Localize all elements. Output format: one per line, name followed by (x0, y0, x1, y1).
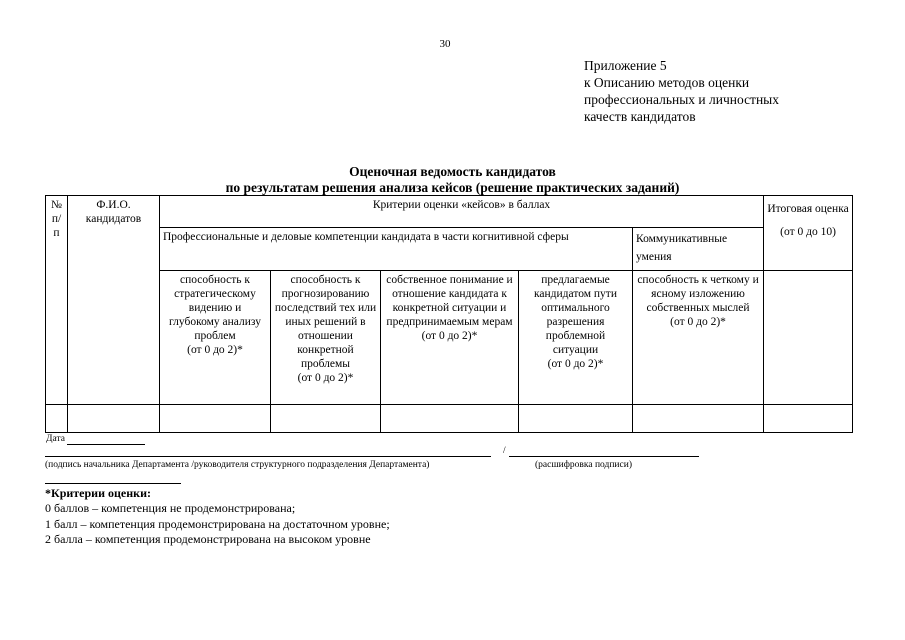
header-criteria: Критерии оценки «кейсов» в баллах (160, 196, 764, 228)
header-fio: Ф.И.О. кандидатов (68, 196, 160, 405)
appendix-block (584, 57, 779, 125)
date-label: Дата (46, 434, 65, 444)
criterion-text: способность к прогнозированию последствий тех или иных решений в отношении конкретной проблемы (274, 274, 377, 370)
criteria-item: 0 баллов – компетенция не продемонстрирована; (45, 501, 296, 516)
criterion-text: собственное понимание и отношение кандидата к конкретной ситуации и предпринимаемым мерам (386, 274, 513, 328)
signature-decode-line[interactable] (509, 456, 699, 457)
entry-cell[interactable] (160, 405, 271, 433)
criterion-cell (160, 271, 271, 405)
entry-cell[interactable] (519, 405, 633, 433)
criterion-text: предлагаемые кандидатом пути оптимального разрешения проблемной ситуации (534, 274, 617, 356)
criterion-cell (519, 271, 633, 405)
signature-separator: / (503, 446, 506, 456)
entry-cell[interactable] (271, 405, 381, 433)
appendix-line-2: к Описанию методов оценки (584, 75, 750, 90)
page-number: 30 (439, 38, 451, 50)
criterion-range: (от 0 до 2)* (670, 316, 726, 328)
signature-line[interactable] (45, 456, 491, 457)
title-line-2: по результатам решения анализа кейсов (решение практических заданий) (225, 180, 680, 195)
header-total (764, 196, 853, 271)
header-group-professional: Профессиональные и деловые компетенции кандидата в части когнитивной сферы (160, 228, 633, 271)
evaluation-table (45, 195, 853, 433)
signer-caption: (подпись начальника Департамента /руководителя структурного подразделения Департамента) (45, 460, 430, 470)
decode-caption: (расшифровка подписи) (535, 460, 632, 470)
entry-cell[interactable] (46, 405, 68, 433)
criterion-cell (271, 271, 381, 405)
criterion-range: (от 0 до 2)* (547, 358, 604, 370)
criteria-heading: *Критерии оценки: (45, 486, 151, 500)
footnote-divider (45, 483, 181, 484)
criterion-cell (633, 271, 764, 405)
date-line[interactable] (67, 444, 145, 445)
header-number: № п/ п (46, 196, 68, 405)
criterion-range: (от 0 до 2)* (187, 344, 243, 356)
entry-cell[interactable] (633, 405, 764, 433)
total-score-cell (764, 271, 853, 405)
header-total-label: Итоговая оценка (767, 203, 849, 215)
criteria-item: 1 балл – компетенция продемонстрирована на достаточном уровне; (45, 516, 390, 531)
entry-cell[interactable] (381, 405, 519, 433)
entry-cell[interactable] (68, 405, 160, 433)
appendix-line-4: качеств кандидатов (584, 109, 696, 124)
appendix-line-1: Приложение 5 (584, 58, 667, 73)
criterion-range: (от 0 до 2)* (297, 372, 354, 384)
criterion-cell (381, 271, 519, 405)
criterion-text: способность к стратегическому видению и глубокому анализу проблем (169, 274, 261, 342)
header-group-communicative: Коммуникативные умения (633, 228, 764, 271)
document-title (0, 164, 905, 196)
header-total-range: (от 0 до 10) (780, 226, 836, 238)
appendix-line-3: профессиональных и личностных (584, 92, 780, 107)
entry-cell[interactable] (764, 405, 853, 433)
title-line-1: Оценочная ведомость кандидатов (349, 164, 556, 179)
criteria-item: 2 балла – компетенция продемонстрирована на высоком уровне (45, 531, 371, 546)
criterion-range: (от 0 до 2)* (421, 330, 478, 342)
table-row (46, 405, 853, 433)
criteria-notes (45, 486, 390, 547)
criterion-text: способность к четкому и ясному изложению собственных мыслей (637, 274, 759, 314)
